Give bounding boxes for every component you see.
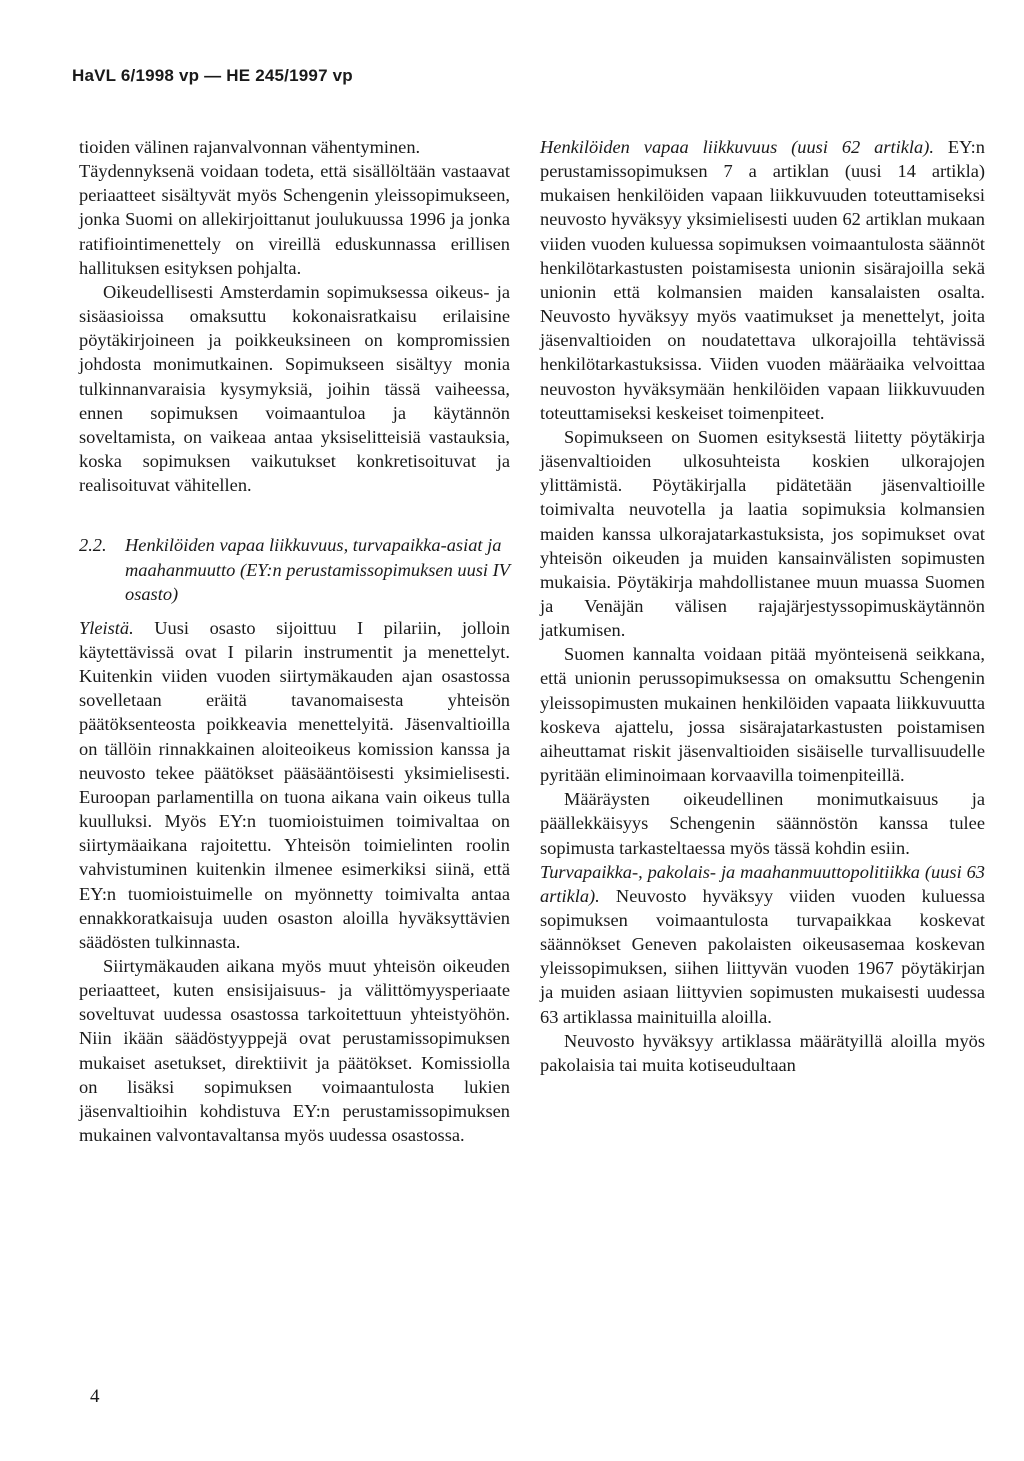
section-number: 2.2. bbox=[79, 535, 107, 556]
section-title: Henkilöiden vapaa liikkuvuus, turvapaikka-asiat ja maahanmuutto (EY:n perustamissopimuksen uusi IV osasto) bbox=[125, 535, 510, 604]
page-number: 4 bbox=[90, 1386, 100, 1407]
paragraph: Täydennyksenä voidaan todeta, että sisällöltään vastaavat periaatteet sisältyvät myös Schengenin yleissopimukseen, jonka Suomi on allekirjoittanut joulukuussa 1996 ja jonka ratifiointimenettely on vireillä eduskunnassa erillisen hallituksen esityksen pohjalta. bbox=[79, 161, 510, 278]
paragraph: Siirtymäkauden aikana myös muut yhteisön oikeuden periaatteet, kuten ensisijaisuus- ja välittömyysperiaate soveltuvat uudessa osastossa tarkoitettuun yhteistyöhön. Niin ikään säädöstyyppejä ovat perustamissopimuksen mukaiset asetukset, direktiivit ja päätökset. Komissiolla on lisäksi sopimuksen voimaantulosta lukien jäsenvaltioihin kohdistuva EY:n perustamissopimuksen mukainen valvontavaltansa myös uudessa osastossa. bbox=[79, 956, 510, 1146]
right-column bbox=[540, 135, 985, 1077]
paragraph-lead: Yleistä. bbox=[79, 617, 134, 638]
paragraph: tioiden välinen rajanvalvonnan vähentyminen. bbox=[79, 137, 421, 157]
paragraph bbox=[540, 135, 985, 425]
paragraph: Suomen kannalta voidaan pitää myönteisenä seikkana, että unionin perussopimuksessa on omaksuttu Schengenin yleissopimusten mukainen henkilöiden vapaata liikkuvuutta koskeva ajattelu, jossa sisärajatarkastusten poistamisen aiheuttamat riskit jäsenvaltioiden sisäiselle turvallisuudelle pyritään eliminoimaan korvaavilla toimenpiteillä. bbox=[540, 644, 985, 786]
paragraph bbox=[79, 616, 510, 954]
paragraph bbox=[540, 860, 985, 1029]
paragraph: Sopimukseen on Suomen esityksestä liitetty pöytäkirja jäsenvaltioiden ulkosuhteista koskien ulkorajojen ylittämistä. Pöytäkirjalla pidätetään jäsenvaltioille toimivalta neuvotella ja laatia sopimuksia kolmansien maiden kanssa ulkorajatarkastuksista, jos sopimukset ovat yhteisön oikeuden ja muiden kansainvälisten sopimusten mukaisia. Pöytäkirja mahdollistanee muun muassa Suomen ja Venäjän välisen rajajärjestyssopimuskäytännön jatkumisen. bbox=[540, 426, 985, 641]
paragraph-lead: Turvapaikka-, pakolais- ja maahanmuuttopolitiikka (uusi 63 artikla). bbox=[540, 861, 985, 906]
paragraph-body: Uusi osasto sijoittuu I pilariin, jolloin käytettävissä ovat I pilarin instrumentit ja menettelyt. Kuitenkin viiden vuoden siirtymäkauden ajan osastossa sovelletaan eräitä tavanomaisesta yhteisön päätöksenteosta poikkeavia menettelyitä. Jäsenvaltioilla on tällöin rinnakkainen aloiteoikeus komission kanssa ja neuvosto tekee päätökset pääsääntöisesti yksimielisesti. Euroopan parlamentilla on tuona aikana vain oikeus tulla kuulluksi. Myös EY:n tuomioistuimen toimivaltaa on siirtymäaikana rajoitettu. Yhteisön toimielinten roolin vahvistuminen kuitenkin ilmenee esimerkiksi siinä, että EY:n tuomioistuimelle on myönnetty toimivalta antaa ennakkoratkaisuja uuden osaston aloilla hyväksyttävien säädösten tulkinnasta. bbox=[79, 617, 510, 952]
running-header: HaVL 6/1998 vp — HE 245/1997 vp bbox=[72, 66, 353, 85]
section-heading bbox=[79, 533, 510, 605]
paragraph: Neuvosto hyväksyy artiklassa määrätyillä aloilla myös pakolaisia tai muita kotiseudultaan bbox=[540, 1030, 985, 1075]
paragraph: Määräysten oikeudellinen monimutkaisuus ja päällekkäisyys Schengenin säännöstön kanssa tulee sopimusta tarkasteltaessa myös tässä kohdin esiin. bbox=[540, 789, 985, 858]
paragraph-body: Neuvosto hyväksyy viiden vuoden kuluessa sopimuksen voimaantulosta turvapaikkaa koskevat säännökset Geneven pakolaisten oikeusasemaa koskevan yleissopimuksen, siihen liittyvän vuoden 1967 pöytäkirjan ja muiden asiaan liittyvien sopimusten mukaisesti uudessa 63 artiklassa mainituilla aloilla. bbox=[540, 885, 985, 1027]
paragraph-body: EY:n perustamissopimuksen 7 a artiklan (uusi 14 artikla) mukaisen henkilöiden vapaan liikkuvuuden toteuttamiseksi neuvosto hyväksyy yksimielisesti uuden 62 artiklan mukaan viiden vuoden kuluessa sopimuksen voimaantulosta säännöt henkilötarkastusten poistamisesta unionin sisärajoilla sekä unionin että kolmansien maiden kansalaisten osalta. Neuvosto hyväksyy myös vaatimukset ja menettelyt, joita jäsenvaltioiden on noudatettava ulkorajoilla tehtävissä henkilötarkastuksissa. Viiden vuoden määräaika velvoittaa neuvoston hyväksymään henkilöiden vapaan liikkuvuuden toteuttamiseksi keskeiset toimenpiteet. bbox=[540, 137, 985, 423]
paragraph-lead: Henkilöiden vapaa liikkuvuus (uusi 62 artikla). bbox=[540, 137, 934, 157]
left-column bbox=[79, 135, 510, 1147]
paragraph: Oikeudellisesti Amsterdamin sopimuksessa oikeus- ja sisäasioissa omaksuttu kokonaisratkaisu erilaisine pöytäkirjoineen ja poikkeuksineen on kompromissien johdosta monimutkainen. Sopimukseen sisältyy monia tulkinnanvaraisia kysymyksiä, joihin tässä vaiheessa, ennen sopimuksen voimaantuloa ja käytännön soveltamista, on vaikeaa antaa yksiselitteisiä vastauksia, koska sopimuksen vaikutukset konkretisoituvat ja realisoituvat vähitellen. bbox=[79, 281, 510, 496]
